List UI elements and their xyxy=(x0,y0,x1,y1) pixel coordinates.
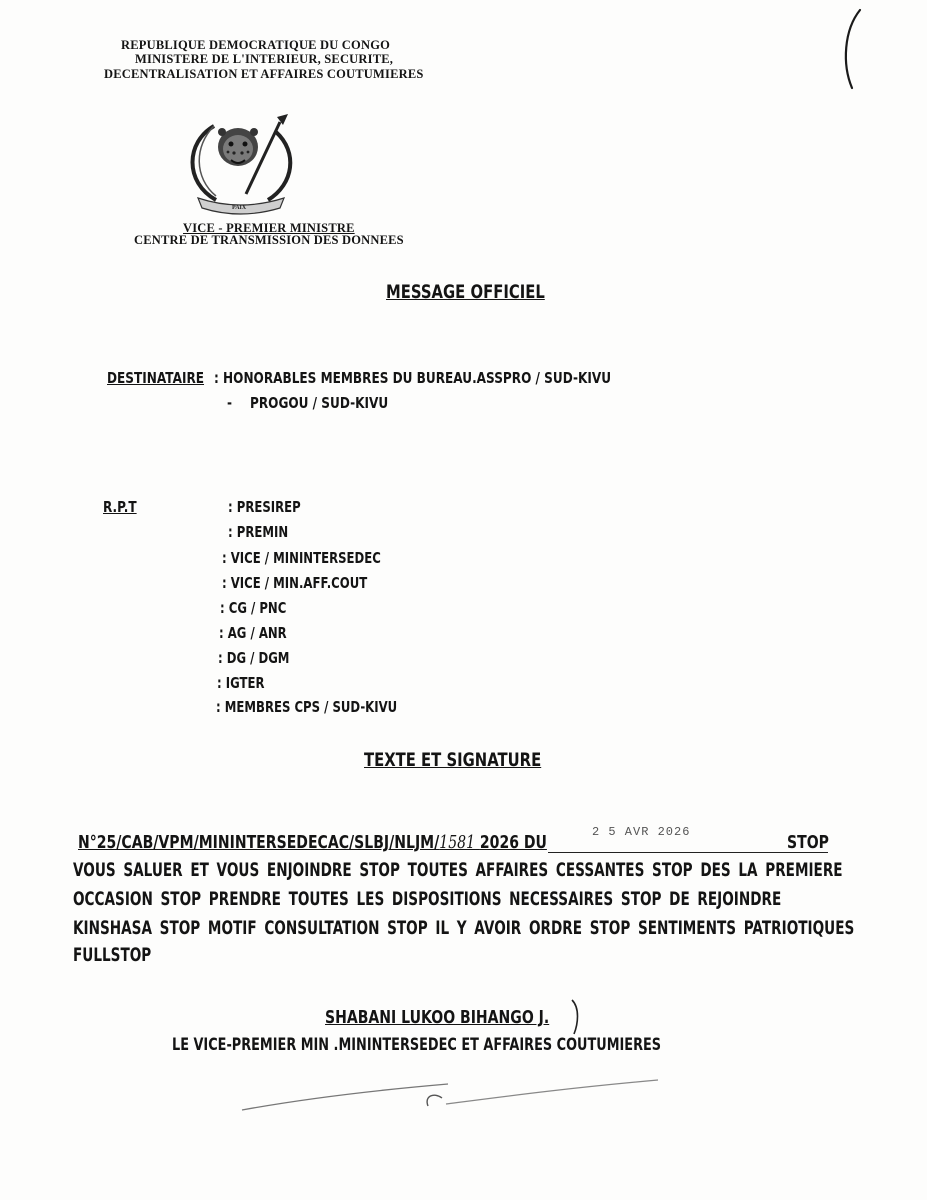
rpt-item: : VICE / MININTERSEDEC xyxy=(222,549,381,567)
reference-underline xyxy=(548,852,828,853)
handwritten-mark xyxy=(838,6,868,91)
rpt-item: : VICE / MIN.AFF.COUT xyxy=(222,574,368,592)
destinataire-dash: - xyxy=(227,394,233,412)
signature-flourish xyxy=(566,998,586,1038)
office-title: VICE - PREMIER MINISTRE xyxy=(183,221,355,235)
rpt-item: : DG / DGM xyxy=(218,649,290,667)
rpt-item: : MEMBRES CPS / SUD-KIVU xyxy=(216,698,398,716)
date-stamp: 2 5 AVR 2026 xyxy=(592,825,691,839)
document-title: MESSAGE OFFICIEL xyxy=(386,281,545,303)
reference-stop: STOP xyxy=(787,832,829,853)
destinataire-label: DESTINATAIRE xyxy=(107,369,205,387)
message-line: KINSHASA STOP MOTIF CONSULTATION STOP IL Y AVOIR ORDRE STOP SENTIMENTS PATRIOTIQUES xyxy=(73,918,855,939)
destinataire-line2: PROGOU / SUD-KIVU xyxy=(250,394,389,412)
header-ministry: MINISTERE DE L'INTERIEUR, SECURITE, xyxy=(135,52,394,66)
coat-of-arms-emblem xyxy=(176,112,306,217)
reference-prefix: N°25/CAB/VPM/MININTERSEDECAC/SLBJ/NLJM/ xyxy=(78,832,440,853)
rpt-item: : AG / ANR xyxy=(219,624,287,642)
reference-number: 1581 xyxy=(439,832,476,853)
rpt-item: : PRESIREP xyxy=(228,498,301,516)
header-country: REPUBLIQUE DEMOCRATIQUE DU CONGO xyxy=(121,38,391,52)
office-subtitle: CENTRE DE TRANSMISSION DES DONNEES xyxy=(134,233,404,247)
emblem-motto: PAIX xyxy=(232,205,247,211)
rpt-item: : PREMIN xyxy=(228,523,289,541)
header-ministry-cont: DECENTRALISATION ET AFFAIRES COUTUMIERES xyxy=(104,67,424,81)
message-line: VOUS SALUER ET VOUS ENJOINDRE STOP TOUTES AFFAIRES CESSANTES STOP DES LA PREMIERE xyxy=(73,860,843,881)
handwritten-signature xyxy=(228,1070,668,1120)
message-reference xyxy=(78,832,547,853)
rpt-item: : CG / PNC xyxy=(220,599,287,617)
rpt-label: R.P.T xyxy=(103,498,137,516)
rpt-item: : IGTER xyxy=(217,674,265,692)
reference-year: 2026 DU xyxy=(479,832,547,853)
message-line: OCCASION STOP PRENDRE TOUTES LES DISPOSITIONS NECESSAIRES STOP DE REJOINDRE xyxy=(73,889,782,910)
message-line: FULLSTOP xyxy=(73,945,152,966)
destinataire-line1: : HONORABLES MEMBRES DU BUREAU.ASSPRO / SUD-KIVU xyxy=(214,369,612,387)
texte-signature-title: TEXTE ET SIGNATURE xyxy=(364,749,542,771)
signatory-title: LE VICE-PREMIER MIN .MININTERSEDEC ET AFFAIRES COUTUMIERES xyxy=(172,1035,662,1054)
signatory-name: SHABANI LUKOO BIHANGO J. xyxy=(325,1007,550,1028)
